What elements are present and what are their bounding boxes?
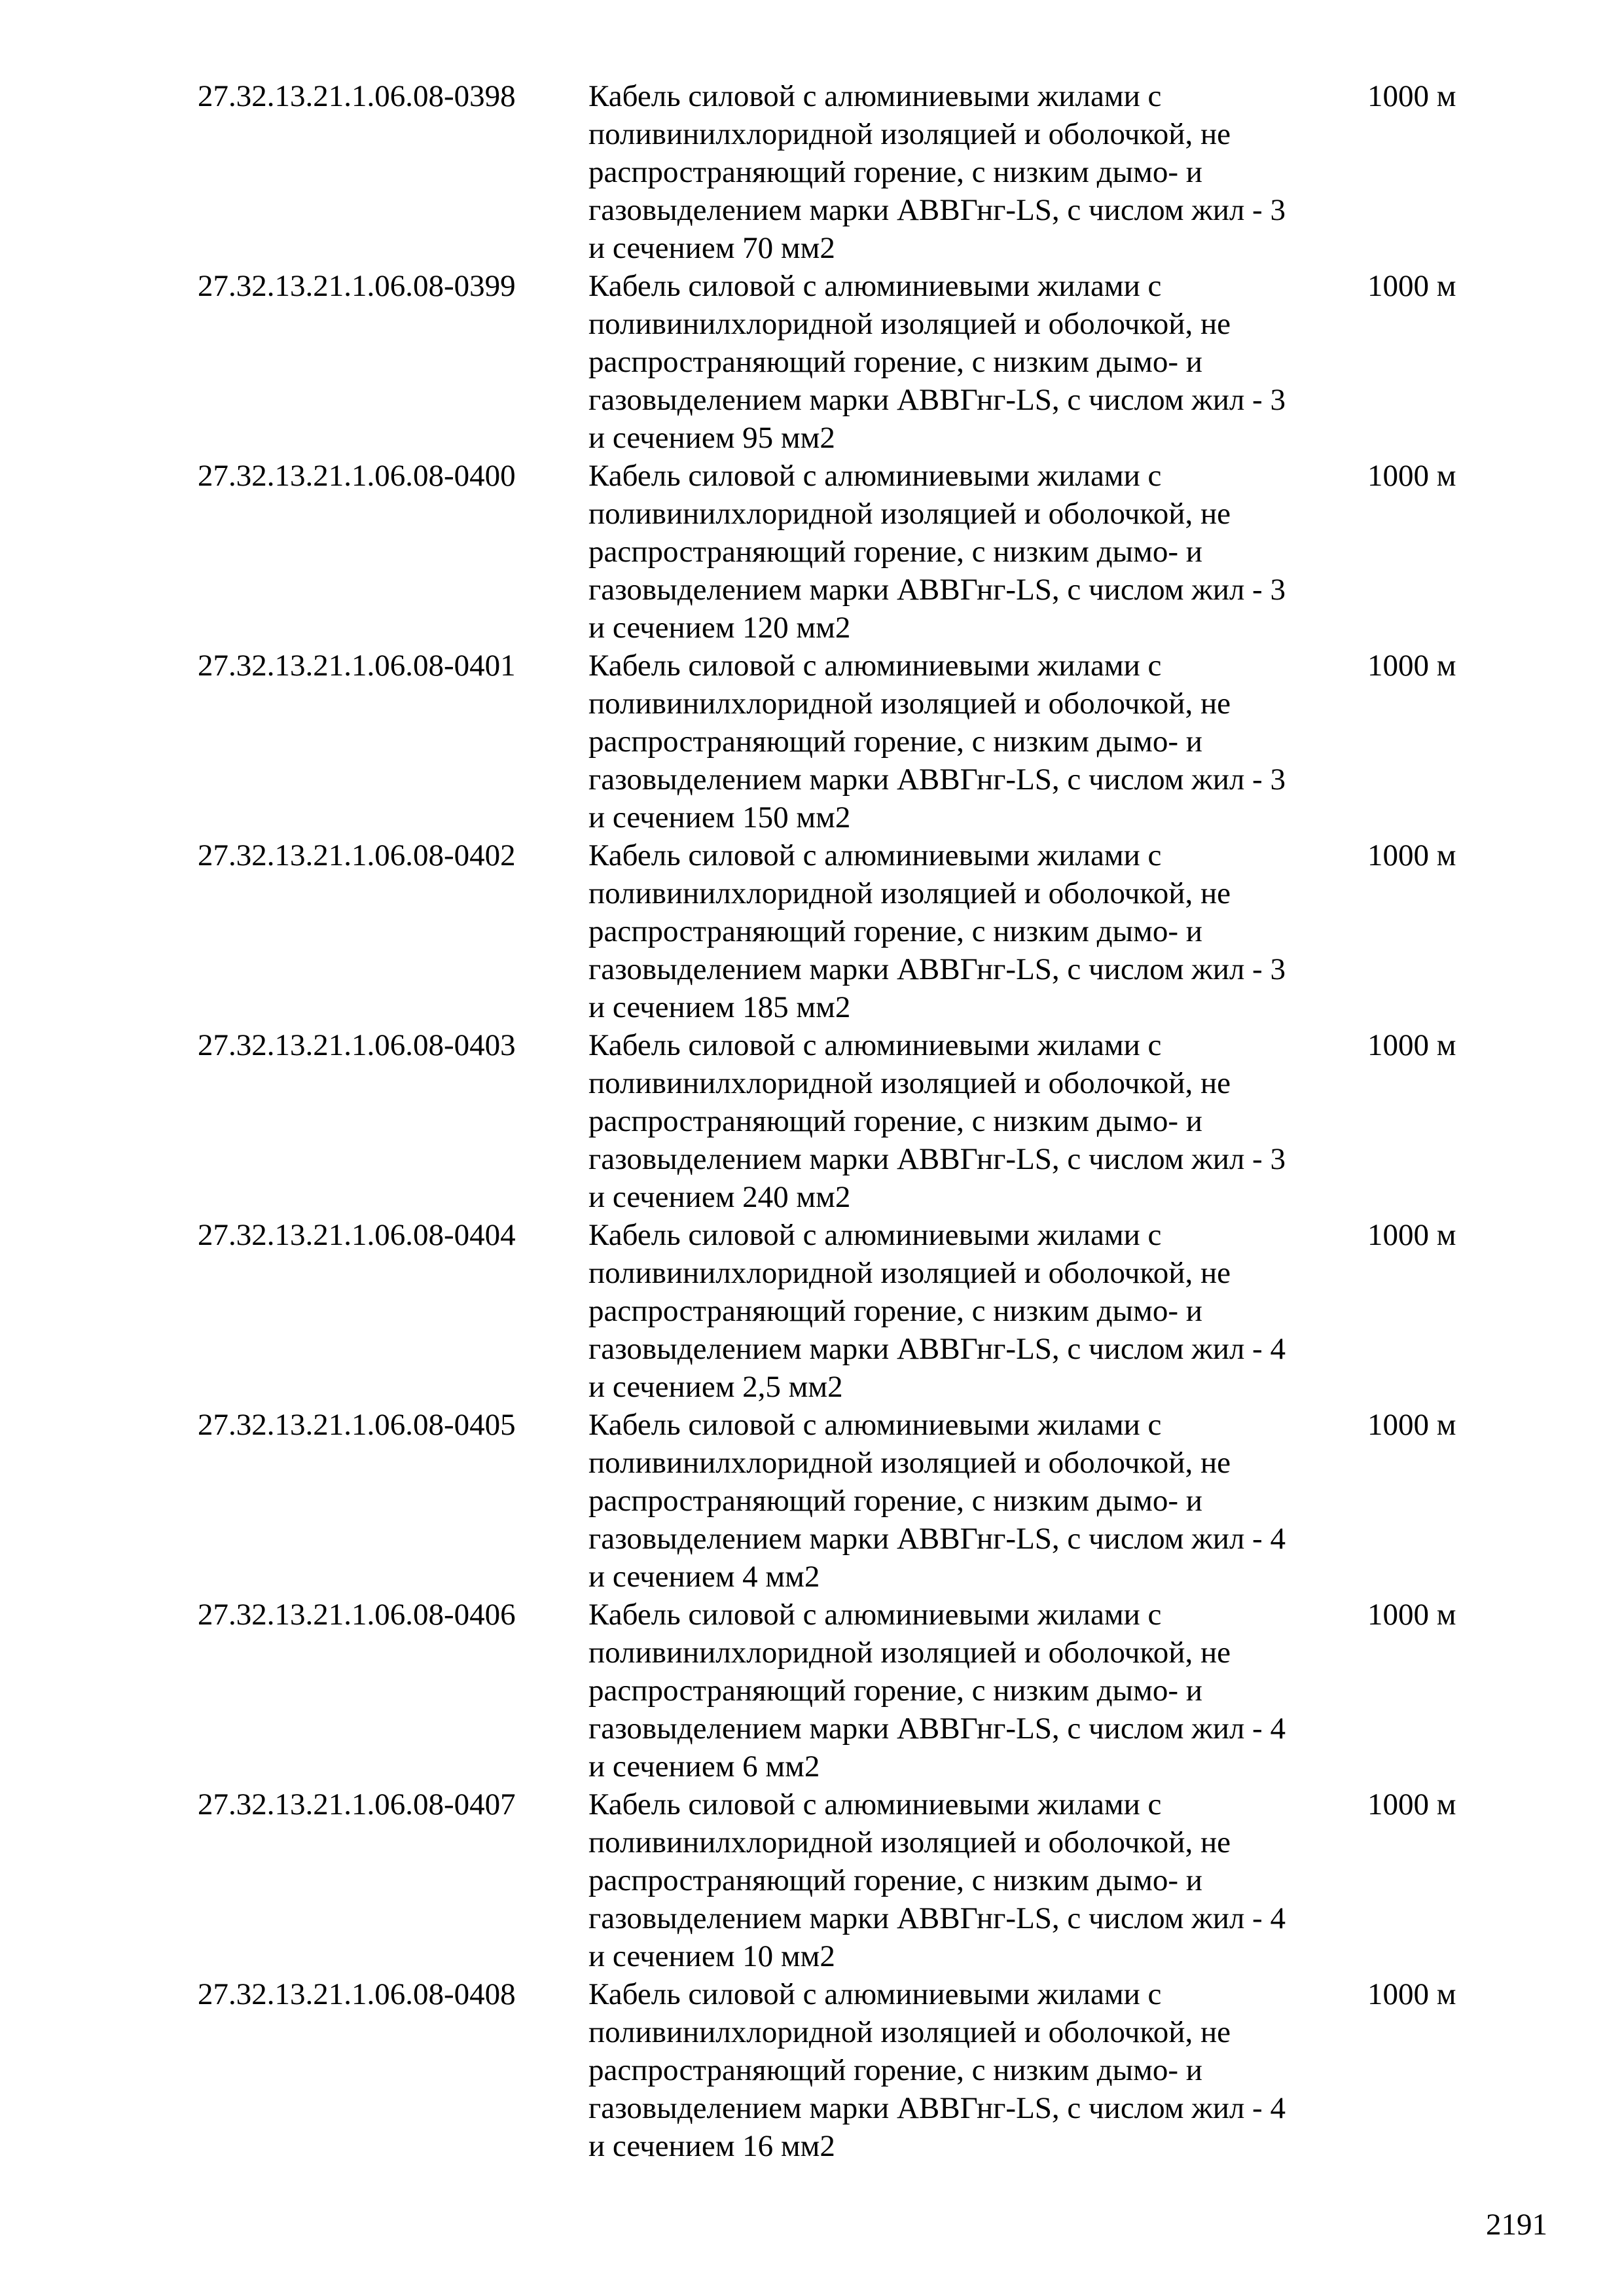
- description-line: Кабель силовой с алюминиевыми жилами с: [588, 459, 1162, 493]
- description-line: газовыделением марки АВВГнг-LS, с числом жил - 4: [588, 1332, 1286, 1366]
- description-line: газовыделением марки АВВГнг-LS, с числом жил - 3: [588, 193, 1286, 227]
- description-line: и сечением 240 мм2: [588, 1180, 851, 1214]
- description-line: Кабель силовой с алюминиевыми жилами с: [588, 1598, 1162, 1632]
- description-line: газовыделением марки АВВГнг-LS, с числом жил - 3: [588, 952, 1286, 986]
- description-line: поливинилхлоридной изоляцией и оболочкой, не: [588, 1636, 1231, 1670]
- description-line: поливинилхлоридной изоляцией и оболочкой, не: [588, 876, 1231, 910]
- table-row: [0, 1596, 1624, 1785]
- description-line: и сечением 10 мм2: [588, 1939, 835, 1973]
- resource-table: [0, 77, 1624, 2165]
- table-row: [0, 1785, 1624, 1975]
- table-row: [0, 1975, 1624, 2165]
- description-line: поливинилхлоридной изоляцией и оболочкой, не: [588, 2015, 1231, 2049]
- resource-description: [588, 457, 1361, 647]
- unit-of-measure: 1000 м: [1367, 1977, 1456, 2011]
- description-line: и сечением 120 мм2: [588, 611, 851, 645]
- description-line: и сечением 95 мм2: [588, 421, 835, 455]
- description-line: поливинилхлоридной изоляцией и оболочкой, не: [588, 307, 1231, 341]
- unit-of-measure: 1000 м: [1367, 1787, 1456, 1821]
- description-line: распространяющий горение, с низким дымо- и: [588, 914, 1202, 948]
- table-row: [0, 647, 1624, 836]
- description-line: и сечением 70 мм2: [588, 231, 835, 265]
- resource-code: 27.32.13.21.1.06.08-0404: [198, 1218, 516, 1252]
- resource-code: 27.32.13.21.1.06.08-0405: [198, 1408, 516, 1442]
- resource-code: 27.32.13.21.1.06.08-0400: [198, 459, 516, 493]
- resource-code: 27.32.13.21.1.06.08-0403: [198, 1028, 516, 1062]
- resource-code: 27.32.13.21.1.06.08-0402: [198, 838, 516, 872]
- table-row: [0, 836, 1624, 1026]
- description-line: и сечением 4 мм2: [588, 1560, 820, 1594]
- resource-code: 27.32.13.21.1.06.08-0401: [198, 649, 516, 683]
- description-line: поливинилхлоридной изоляцией и оболочкой, не: [588, 1825, 1231, 1859]
- unit-of-measure: 1000 м: [1367, 1598, 1456, 1632]
- description-line: поливинилхлоридной изоляцией и оболочкой, не: [588, 687, 1231, 721]
- resource-description: [588, 1026, 1361, 1216]
- description-line: и сечением 16 мм2: [588, 2129, 835, 2163]
- description-line: распространяющий горение, с низким дымо- и: [588, 155, 1202, 189]
- table-row: [0, 457, 1624, 647]
- description-line: и сечением 150 мм2: [588, 800, 851, 834]
- description-line: Кабель силовой с алюминиевыми жилами с: [588, 269, 1162, 303]
- description-line: Кабель силовой с алюминиевыми жилами с: [588, 1408, 1162, 1442]
- description-line: Кабель силовой с алюминиевыми жилами с: [588, 649, 1162, 683]
- resource-description: [588, 647, 1361, 836]
- resource-description: [588, 1406, 1361, 1596]
- unit-of-measure: 1000 м: [1367, 1218, 1456, 1252]
- description-line: распространяющий горение, с низким дымо- и: [588, 725, 1202, 759]
- description-line: распространяющий горение, с низким дымо- и: [588, 1294, 1202, 1328]
- description-line: поливинилхлоридной изоляцией и оболочкой, не: [588, 497, 1231, 531]
- resource-code: 27.32.13.21.1.06.08-0408: [198, 1977, 516, 2011]
- table-row: [0, 267, 1624, 457]
- unit-of-measure: 1000 м: [1367, 1408, 1456, 1442]
- description-line: и сечением 2,5 мм2: [588, 1370, 843, 1404]
- resource-code: 27.32.13.21.1.06.08-0407: [198, 1787, 516, 1821]
- table-row: [0, 1406, 1624, 1596]
- resource-description: [588, 1785, 1361, 1975]
- description-line: Кабель силовой с алюминиевыми жилами с: [588, 1218, 1162, 1252]
- unit-of-measure: 1000 м: [1367, 269, 1456, 303]
- unit-of-measure: 1000 м: [1367, 649, 1456, 683]
- description-line: газовыделением марки АВВГнг-LS, с числом жил - 4: [588, 1522, 1286, 1556]
- description-line: распространяющий горение, с низким дымо- и: [588, 1484, 1202, 1518]
- description-line: и сечением 185 мм2: [588, 990, 851, 1024]
- resource-description: [588, 77, 1361, 267]
- page-number: 2191: [1486, 2208, 1547, 2242]
- description-line: газовыделением марки АВВГнг-LS, с числом жил - 3: [588, 573, 1286, 607]
- description-line: поливинилхлоридной изоляцией и оболочкой, не: [588, 1256, 1231, 1290]
- description-line: Кабель силовой с алюминиевыми жилами с: [588, 1028, 1162, 1062]
- description-line: и сечением 6 мм2: [588, 1749, 820, 1784]
- description-line: распространяющий горение, с низким дымо- и: [588, 345, 1202, 379]
- description-line: распространяющий горение, с низким дымо- и: [588, 1674, 1202, 1708]
- description-line: Кабель силовой с алюминиевыми жилами с: [588, 1787, 1162, 1821]
- unit-of-measure: 1000 м: [1367, 79, 1456, 113]
- description-line: распространяющий горение, с низким дымо- и: [588, 2053, 1202, 2087]
- description-line: газовыделением марки АВВГнг-LS, с числом жил - 4: [588, 1901, 1286, 1935]
- description-line: газовыделением марки АВВГнг-LS, с числом жил - 4: [588, 2091, 1286, 2125]
- description-line: поливинилхлоридной изоляцией и оболочкой, не: [588, 1446, 1231, 1480]
- description-line: поливинилхлоридной изоляцией и оболочкой, не: [588, 117, 1231, 151]
- description-line: распространяющий горение, с низким дымо- и: [588, 1863, 1202, 1897]
- description-line: газовыделением марки АВВГнг-LS, с числом жил - 3: [588, 1142, 1286, 1176]
- resource-description: [588, 1596, 1361, 1785]
- unit-of-measure: 1000 м: [1367, 1028, 1456, 1062]
- description-line: Кабель силовой с алюминиевыми жилами с: [588, 1977, 1162, 2011]
- description-line: газовыделением марки АВВГнг-LS, с числом жил - 4: [588, 1712, 1286, 1746]
- resource-code: 27.32.13.21.1.06.08-0398: [198, 79, 516, 113]
- description-line: распространяющий горение, с низким дымо- и: [588, 535, 1202, 569]
- resource-code: 27.32.13.21.1.06.08-0406: [198, 1598, 516, 1632]
- resource-description: [588, 1975, 1361, 2165]
- table-row: [0, 1026, 1624, 1216]
- description-line: Кабель силовой с алюминиевыми жилами с: [588, 79, 1162, 113]
- description-line: Кабель силовой с алюминиевыми жилами с: [588, 838, 1162, 872]
- resource-description: [588, 836, 1361, 1026]
- table-row: [0, 1216, 1624, 1406]
- table-row: [0, 77, 1624, 267]
- unit-of-measure: 1000 м: [1367, 838, 1456, 872]
- description-line: поливинилхлоридной изоляцией и оболочкой, не: [588, 1066, 1231, 1100]
- description-line: газовыделением марки АВВГнг-LS, с числом жил - 3: [588, 762, 1286, 797]
- description-line: газовыделением марки АВВГнг-LS, с числом жил - 3: [588, 383, 1286, 417]
- resource-description: [588, 267, 1361, 457]
- description-line: распространяющий горение, с низким дымо- и: [588, 1104, 1202, 1138]
- resource-code: 27.32.13.21.1.06.08-0399: [198, 269, 516, 303]
- unit-of-measure: 1000 м: [1367, 459, 1456, 493]
- resource-description: [588, 1216, 1361, 1406]
